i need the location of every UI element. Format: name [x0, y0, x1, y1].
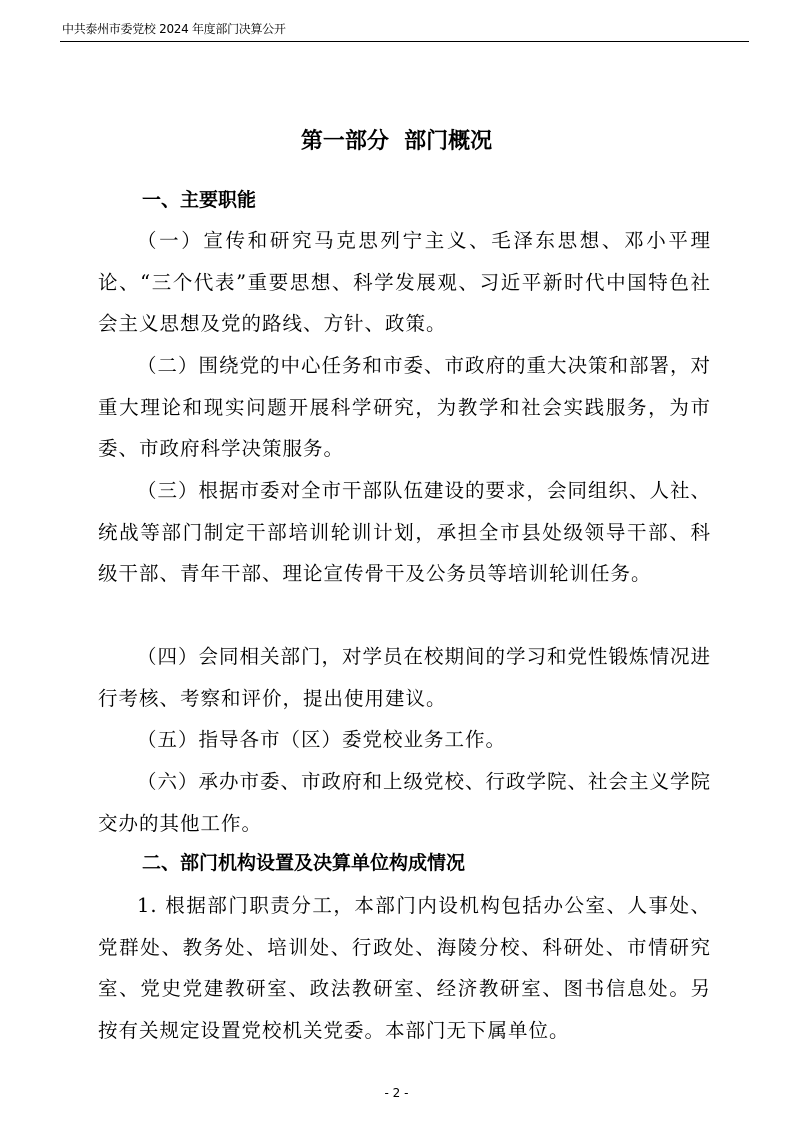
running-header: 中共泰州市委党校 2024 年度部门决算公开 [62, 22, 286, 36]
function-paragraph-4: （四）会同相关部门，对学员在校期间的学习和党性锻炼情况进行考核、考察和评价，提出使用建议。 [98, 645, 712, 710]
section-heading-organization: 二、部门机构设置及决算单位构成情况 [142, 852, 466, 874]
header-rule [60, 41, 749, 42]
section-heading-main-functions: 一、主要职能 [142, 189, 257, 211]
page-title: 第一部分 部门概况 [300, 129, 493, 154]
function-paragraph-2: （二）围绕党的中心任务和市委、市政府的重大决策和部署，对重大理论和现实问题开展科学研究，为教学和社会实践服务，为市委、市政府科学决策服务。 [98, 354, 712, 460]
function-paragraph-6: （六）承办市委、市政府和上级党校、行政学院、社会主义学院交办的其他工作。 [98, 770, 712, 835]
organization-paragraph-1: 1. 根据部门职责分工，本部门内设机构包括办公室、人事处、党群处、教务处、培训处、行政处、海陵分校、科研处、市情研究室、党史党建教研室、政法教研室、经济教研室、图书信息处。另按有关规定设置党校机关党委。本部门无下属单位。 [98, 894, 711, 1042]
function-paragraph-3: （三）根据市委对全市干部队伍建设的要求，会同组织、人社、统战等部门制定干部培训轮训计划，承担全市县处级领导干部、科级干部、青年干部、理论宣传骨干及公务员等培训轮训任务。 [98, 479, 712, 585]
function-paragraph-5: （五）指导各市（区）委党校业务工作。 [137, 728, 507, 751]
function-paragraph-1: （一）宣传和研究马克思列宁主义、毛泽东思想、邓小平理论、“三个代表”重要思想、科学发展观、习近平新时代中国特色社会主义思想及党的路线、方针、政策。 [98, 229, 711, 335]
page-number: - 2 - [384, 1086, 409, 1100]
